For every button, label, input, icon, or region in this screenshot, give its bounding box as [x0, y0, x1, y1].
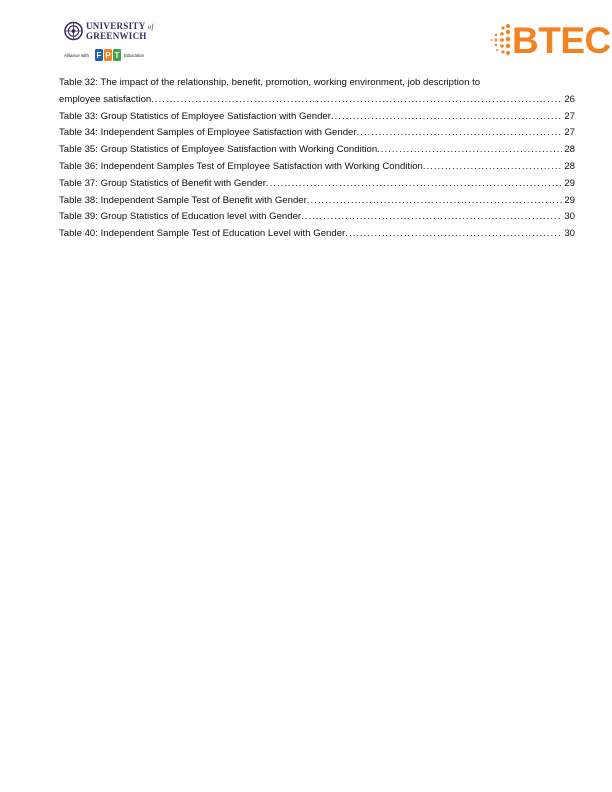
toc-entry-page: 30	[564, 211, 575, 223]
education-label: Education	[124, 53, 145, 58]
toc-entry-table-35[interactable]	[59, 142, 575, 159]
toc-entry-table-34[interactable]	[59, 125, 575, 142]
fpt-logo-icon	[95, 48, 122, 62]
toc-entry-table-39[interactable]	[59, 209, 575, 226]
toc-entry-page: 26	[564, 93, 575, 105]
toc-entry-page: 27	[564, 127, 575, 139]
toc-entry-page: 28	[564, 144, 575, 156]
page-header	[0, 0, 612, 70]
toc-entry-title: Table 36: Independent Samples Test of Employee Satisfaction with Working Condition	[59, 160, 423, 172]
toc-entry-table-32[interactable]	[59, 75, 575, 109]
list-of-tables	[59, 75, 575, 243]
toc-entry-title: Table 40: Independent Sample Test of Education Level with Gender	[59, 228, 346, 240]
toc-entry-title: employee satisfaction	[59, 93, 152, 105]
toc-entry-page: 29	[564, 194, 575, 206]
dot-leader	[307, 193, 563, 210]
toc-entry-table-38[interactable]	[59, 193, 575, 210]
dot-leader	[423, 159, 562, 176]
toc-entry-table-33[interactable]	[59, 109, 575, 126]
greenwich-crest-icon	[64, 21, 83, 41]
university-name-line1: UNIVERSITY of	[86, 21, 154, 31]
toc-entry-title: Table 37: Group Statistics of Benefit with Gender	[59, 177, 266, 189]
toc-entry-page: 30	[564, 228, 575, 240]
dot-leader	[151, 92, 562, 109]
alliance-label: Alliance with	[64, 53, 90, 58]
dot-leader	[266, 176, 562, 193]
toc-entry-title: Table 33: Group Statistics of Employee Satisfaction with Gender	[59, 110, 331, 122]
svg-text:F: F	[96, 51, 102, 60]
toc-entry-title-line1: Table 32: The impact of the relationship, benefit, promotion, working environment, job description to	[59, 77, 481, 88]
dot-leader	[331, 109, 562, 126]
toc-entry-title: Table 39: Group Statistics of Education level with Gender	[59, 211, 302, 223]
dot-leader	[345, 226, 562, 243]
university-name-line2: GREENWICH	[86, 31, 147, 41]
toc-entry-table-40[interactable]	[59, 226, 575, 243]
dot-leader	[357, 125, 563, 142]
btec-wordmark: BTEC	[512, 20, 611, 61]
svg-text:P: P	[105, 51, 111, 60]
btec-dots-icon	[490, 23, 512, 57]
dot-leader	[377, 142, 562, 159]
toc-entry-page: 28	[564, 160, 575, 172]
svg-text:T: T	[114, 51, 120, 60]
btec-logo	[490, 19, 612, 63]
toc-entry-table-37[interactable]	[59, 176, 575, 193]
toc-entry-page: 29	[564, 177, 575, 189]
toc-entry-title: Table 34: Independent Samples of Employee Satisfaction with Gender	[59, 127, 357, 139]
toc-entry-table-36[interactable]	[59, 159, 575, 176]
toc-entry-page: 27	[564, 110, 575, 122]
university-of-greenwich-logo	[64, 21, 154, 63]
alliance-with-fpt	[64, 48, 159, 63]
dot-leader	[301, 209, 562, 226]
toc-entry-title: Table 35: Group Statistics of Employee Satisfaction with Working Condition	[59, 144, 378, 156]
toc-entry-title: Table 38: Independent Sample Test of Benefit with Gender	[59, 194, 307, 206]
